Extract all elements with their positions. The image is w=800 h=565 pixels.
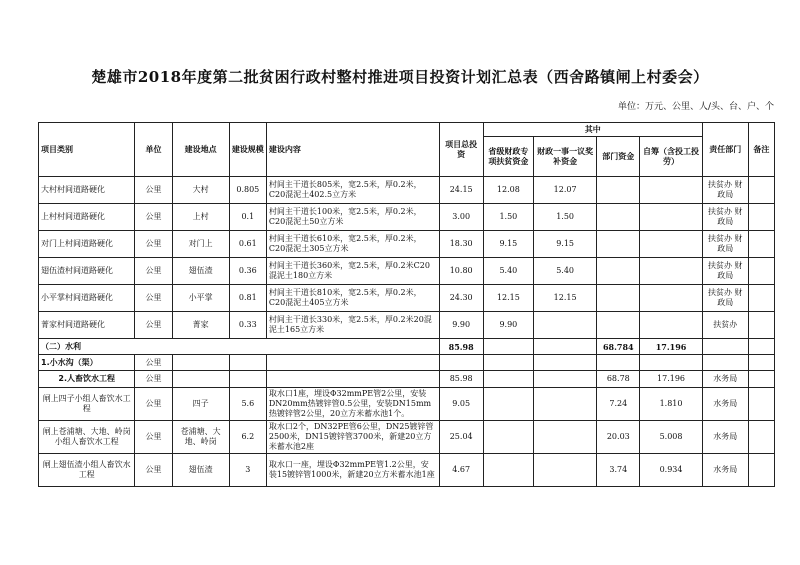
header-content: 建设内容 [266, 123, 439, 177]
table-row [39, 204, 775, 231]
cell-content: 村间主干道长805米，宽2.5米，厚0.2米，C20混泥土402.5立方米 [266, 177, 439, 204]
cell-resp: 水务局 [702, 388, 748, 421]
cell-dept [597, 231, 640, 258]
section-drink-label: 2.人畜饮水工程 [39, 371, 135, 388]
cell-remark [748, 388, 774, 421]
table-row [39, 177, 775, 204]
cell-one-matter [533, 454, 596, 487]
cell-self [640, 177, 702, 204]
empty-cell [229, 371, 266, 388]
section-row-drink [39, 371, 775, 388]
cell-provincial [483, 421, 533, 454]
cell-resp: 扶贫办 财政局 [702, 285, 748, 312]
cell-remark [748, 258, 774, 285]
cell-content: 取水口一座，埋设Φ32mmPE管1.2公里，安装15镀锌管1000米，新建20立方米蓄水池1座 [266, 454, 439, 487]
cell-remark [748, 204, 774, 231]
cell-location: 苍浦塘、大地、岭岗 [172, 421, 229, 454]
cell-dept [597, 285, 640, 312]
cell-unit: 公里 [135, 388, 172, 421]
cell-location: 四子 [172, 388, 229, 421]
header-resp: 责任部门 [702, 123, 748, 177]
header-location: 建设地点 [172, 123, 229, 177]
header-self: 自筹（含投工投劳） [640, 137, 702, 177]
cell-provincial [483, 388, 533, 421]
cell-resp: 扶贫办 [702, 312, 748, 339]
cell-location: 翅伍渣 [172, 454, 229, 487]
empty-cell [172, 355, 229, 371]
cell-total: 18.30 [439, 231, 483, 258]
empty-cell [229, 355, 266, 371]
cell-content: 村间主干道长610米，宽2.5米，厚0.2米，C20混泥土305立方米 [266, 231, 439, 258]
header-scale: 建设规模 [229, 123, 266, 177]
cell-category: 小平掌村间道路硬化 [39, 285, 135, 312]
cell-dept: 20.03 [597, 421, 640, 454]
cell-remark [748, 454, 774, 487]
cell-category: 大村村间道路硬化 [39, 177, 135, 204]
cell-one-matter: 12.07 [533, 177, 596, 204]
header-dept: 部门资金 [597, 137, 640, 177]
cell-self [640, 258, 702, 285]
section-drink-total: 85.98 [439, 371, 483, 388]
cell-category: 闸上翅伍渣小组人畜饮水工程 [39, 454, 135, 487]
cell-self [640, 312, 702, 339]
cell-location: 菁家 [172, 312, 229, 339]
section-small-label: 1.小水沟（渠） [39, 355, 135, 371]
cell-scale: 0.36 [229, 258, 266, 285]
cell-total: 9.05 [439, 388, 483, 421]
empty-cell [483, 371, 533, 388]
cell-one-matter: 12.15 [533, 285, 596, 312]
cell-category: 闸上四子小组人畜饮水工程 [39, 388, 135, 421]
empty-cell [597, 355, 640, 371]
cell-location: 小平掌 [172, 285, 229, 312]
section-water-self: 17.196 [640, 339, 702, 355]
table-row [39, 312, 775, 339]
section-water-dept: 68.784 [597, 339, 640, 355]
cell-one-matter: 9.15 [533, 231, 596, 258]
cell-one-matter: 1.50 [533, 204, 596, 231]
cell-one-matter [533, 421, 596, 454]
table-row [39, 421, 775, 454]
cell-scale: 0.33 [229, 312, 266, 339]
section-small-unit: 公里 [135, 355, 172, 371]
cell-resp: 扶贫办 财政局 [702, 204, 748, 231]
cell-remark [748, 231, 774, 258]
cell-self: 5.008 [640, 421, 702, 454]
empty-cell [640, 355, 702, 371]
empty-cell [483, 339, 533, 355]
cell-unit: 公里 [135, 285, 172, 312]
empty-cell [748, 355, 774, 371]
empty-cell [748, 371, 774, 388]
cell-scale: 0.1 [229, 204, 266, 231]
cell-content: 村间主干道长360米，宽2.5米，厚0.2米C20混泥土180立方米 [266, 258, 439, 285]
empty-cell [533, 371, 596, 388]
cell-dept: 3.74 [597, 454, 640, 487]
cell-scale: 5.6 [229, 388, 266, 421]
cell-unit: 公里 [135, 231, 172, 258]
cell-category: 闸上苍浦塘、大地、岭岗小组人畜饮水工程 [39, 421, 135, 454]
cell-scale: 0.61 [229, 231, 266, 258]
cell-unit: 公里 [135, 258, 172, 285]
cell-total: 3.00 [439, 204, 483, 231]
section-row-water [39, 339, 775, 355]
cell-scale: 6.2 [229, 421, 266, 454]
cell-scale: 0.81 [229, 285, 266, 312]
cell-resp: 扶贫办 财政局 [702, 231, 748, 258]
cell-dept [597, 312, 640, 339]
cell-resp: 扶贫办 财政局 [702, 258, 748, 285]
cell-content: 村间主干道长810米，宽2.5米，厚0.2米，C20混泥土405立方米 [266, 285, 439, 312]
cell-category: 对门上村间道路硬化 [39, 231, 135, 258]
table-row [39, 388, 775, 421]
cell-one-matter [533, 388, 596, 421]
cell-location: 大村 [172, 177, 229, 204]
cell-one-matter: 5.40 [533, 258, 596, 285]
cell-one-matter [533, 312, 596, 339]
cell-self: 0.934 [640, 454, 702, 487]
cell-provincial: 5.40 [483, 258, 533, 285]
cell-total: 10.80 [439, 258, 483, 285]
cell-provincial [483, 454, 533, 487]
cell-resp: 扶贫办 财政局 [702, 177, 748, 204]
cell-remark [748, 421, 774, 454]
page-title: 楚雄市2018年度第二批贫困行政村整村推进项目投资计划汇总表（西舍路镇闸上村委会） [91, 68, 709, 86]
cell-provincial: 1.50 [483, 204, 533, 231]
cell-total: 4.67 [439, 454, 483, 487]
cell-total: 9.90 [439, 312, 483, 339]
cell-location: 对门上 [172, 231, 229, 258]
section-drink-resp: 水务局 [702, 371, 748, 388]
cell-location: 翅伍渣 [172, 258, 229, 285]
header-unit: 单位 [135, 123, 172, 177]
cell-provincial: 9.15 [483, 231, 533, 258]
cell-scale: 3 [229, 454, 266, 487]
header-category: 项目类别 [39, 123, 135, 177]
cell-resp: 水务局 [702, 421, 748, 454]
cell-provincial: 12.15 [483, 285, 533, 312]
section-row-small [39, 355, 775, 371]
empty-cell [533, 355, 596, 371]
cell-category: 上村村间道路硬化 [39, 204, 135, 231]
cell-resp: 水务局 [702, 454, 748, 487]
table-row [39, 454, 775, 487]
cell-remark [748, 177, 774, 204]
cell-location: 上村 [172, 204, 229, 231]
cell-self: 1.810 [640, 388, 702, 421]
header-provincial: 省级财政专项扶贫资金 [483, 137, 533, 177]
empty-cell [266, 355, 439, 371]
cell-unit: 公里 [135, 312, 172, 339]
cell-total: 24.15 [439, 177, 483, 204]
cell-provincial: 9.90 [483, 312, 533, 339]
cell-unit: 公里 [135, 421, 172, 454]
table-row [39, 231, 775, 258]
cell-provincial: 12.08 [483, 177, 533, 204]
header-total: 项目总投资 [439, 123, 483, 177]
empty-cell [533, 339, 596, 355]
table-row [39, 285, 775, 312]
cell-unit: 公里 [135, 177, 172, 204]
cell-scale: 0.805 [229, 177, 266, 204]
section-drink-self: 17.196 [640, 371, 702, 388]
empty-cell [702, 355, 748, 371]
cell-dept: 7.24 [597, 388, 640, 421]
cell-dept [597, 258, 640, 285]
cell-category: 翅伍渣村间道路硬化 [39, 258, 135, 285]
cell-unit: 公里 [135, 454, 172, 487]
cell-content: 村间主干道长330米，宽2.5米，厚0.2米20混泥土165立方米 [266, 312, 439, 339]
empty-cell [748, 339, 774, 355]
cell-dept [597, 177, 640, 204]
empty-cell [483, 355, 533, 371]
empty-cell [439, 355, 483, 371]
cell-content: 村间主干道长100米，宽2.5米，厚0.2米，C20混泥土50立方米 [266, 204, 439, 231]
cell-total: 24.30 [439, 285, 483, 312]
header-among: 其中 [483, 123, 702, 137]
table-row [39, 258, 775, 285]
empty-cell [702, 339, 748, 355]
cell-self [640, 204, 702, 231]
cell-total: 25.04 [439, 421, 483, 454]
cell-self [640, 285, 702, 312]
section-water-label: （二）水利 [39, 339, 440, 355]
cell-remark [748, 285, 774, 312]
empty-cell [266, 371, 439, 388]
cell-content: 取水口1座，埋设Φ32mmPE管2公里，安装DN20mm热镀锌管0.5公里，安装DN15mm热镀锌管2公里，20立方米蓄水池1个。 [266, 388, 439, 421]
cell-remark [748, 312, 774, 339]
section-drink-dept: 68.78 [597, 371, 640, 388]
empty-cell [172, 371, 229, 388]
cell-dept [597, 204, 640, 231]
header-row-1 [39, 123, 775, 137]
unit-note: 单位：万元、公里、人/头、台、户、个 [617, 102, 774, 112]
header-one-matter: 财政一事一议奖补资金 [533, 137, 596, 177]
cell-unit: 公里 [135, 204, 172, 231]
header-remark: 备注 [748, 123, 774, 177]
cell-content: 取水口2个，DN32PE管6公里，DN25镀锌管2500米，DN15镀锌管3700米，新建20立方米蓄水池2座 [266, 421, 439, 454]
investment-table [38, 122, 775, 487]
section-water-total: 85.98 [439, 339, 483, 355]
cell-category: 菁家村间道路硬化 [39, 312, 135, 339]
cell-self [640, 231, 702, 258]
section-drink-unit: 公里 [135, 371, 172, 388]
